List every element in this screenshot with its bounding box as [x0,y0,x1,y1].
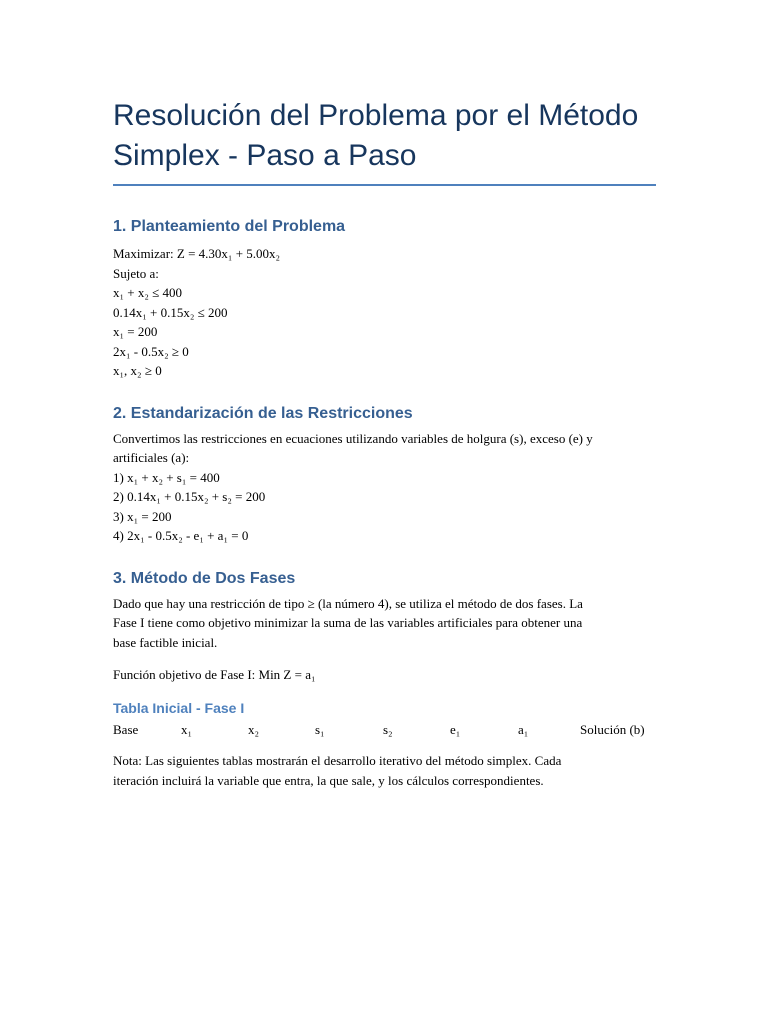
section-1-heading: 1. Planteamiento del Problema [113,218,346,235]
equation-line: 4) 2x₁ - 0.5x₂ - e₁ + a₁ = 0 [113,528,249,543]
note-line: Nota: Las siguientes tablas mostrarán el desarrollo iterativo del método simplex. Cada [113,753,562,768]
column-header: e₁ [450,721,461,737]
constraint-line: x₁ + x₂ ≤ 400 [113,285,183,300]
constraint-line: 0.14x₁ + 0.15x₂ ≤ 200 [113,304,228,320]
column-header: Base [113,721,139,737]
column-header: x₂ [248,721,260,737]
standardization-block [113,429,656,546]
non-negativity-line: x₁, x₂ ≥ 0 [113,363,162,378]
table-header-row [113,720,646,740]
note-paragraph [113,751,656,790]
note-line: iteración incluirá la variable que entra, la que sale, y los cálculos correspondientes. [113,772,544,788]
two-phase-paragraph [113,594,656,653]
column-header: a₁ [518,721,529,737]
subject-to-line: Sujeto a: [113,265,159,281]
section-2-heading: 2. Estandarización de las Restricciones [113,404,413,422]
table-heading: Tabla Inicial - Fase I [113,699,245,716]
equation-line: 1) x₁ + x₂ + s₁ = 400 [113,469,220,485]
equation-line: 3) x₁ = 200 [113,508,172,524]
objective-line: Maximizar: Z = 4.30x₁ + 5.00x₂ [113,246,281,261]
paragraph-line: base factible inicial. [113,634,218,650]
section-3-heading: 3. Método de Dos Fases [113,569,296,587]
simplex-table [113,720,646,740]
constraint-line: 2x₁ - 0.5x₂ ≥ 0 [113,343,189,359]
column-header: x₁ [181,721,193,737]
paragraph-line: Fase I tiene como objetivo minimizar la suma de las variables artificiales para obtener una [113,615,583,630]
document-page [113,96,656,790]
paragraph-line: Dado que hay una restricción de tipo ≥ (la número 4), se utiliza el método de dos fases. La [113,595,583,611]
problem-statement [113,244,656,381]
column-header: Solución (b) [580,721,645,737]
constraint-line: x₁ = 200 [113,324,158,339]
column-header: s₂ [383,721,393,737]
document-title: Resolución del Problema por el Método Simplex - Paso a Paso [113,96,656,186]
intro-line: Convertimos las restricciones en ecuaciones utilizando variables de holgura (s), exceso (e) y [113,430,593,446]
phase-one-objective: Función objetivo de Fase I: Min Z = a₁ [113,667,316,682]
column-header: s₁ [315,721,325,737]
equation-line: 2) 0.14x₁ + 0.15x₂ + s₂ = 200 [113,489,266,504]
intro-line: artificiales (a): [113,450,190,465]
